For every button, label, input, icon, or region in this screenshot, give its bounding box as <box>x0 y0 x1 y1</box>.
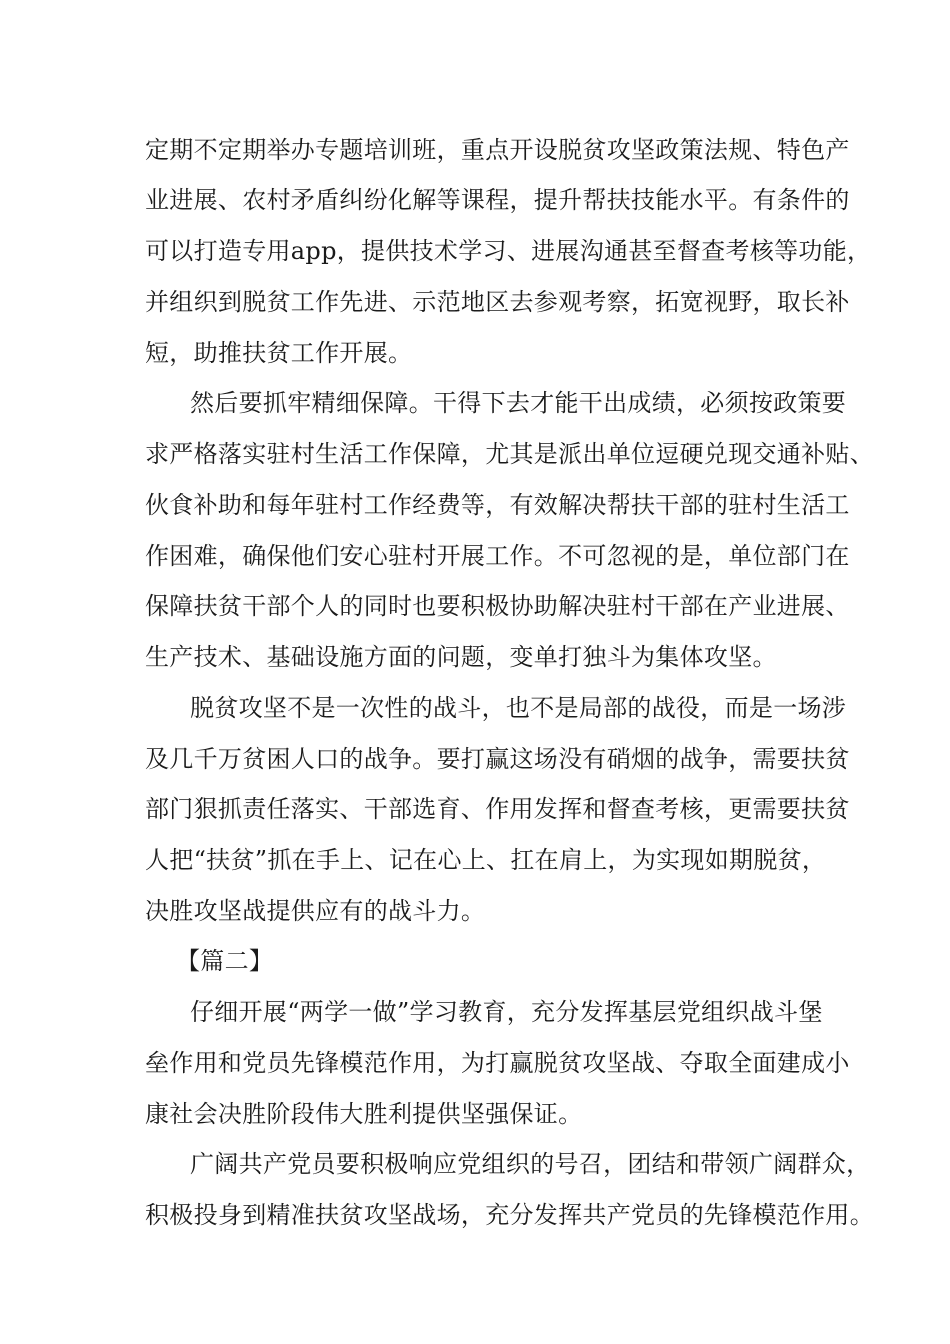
section-heading: 【篇二】 <box>176 947 274 975</box>
text-line: 可以打造专用app，提供技术学习、进展沟通甚至督查考核等功能， <box>145 237 872 265</box>
text-line: 定期不定期举办专题培训班，重点开设脱贫攻坚政策法规、特色产 <box>145 136 850 164</box>
text-line: 康社会决胜阶段伟大胜利提供坚强保证。 <box>145 1100 583 1128</box>
text-line: 求严格落实驻村生活工作保障，尤其是派出单位逗硬兑现交通补贴、 <box>145 440 874 468</box>
paragraph-first-line: 然后要抓牢精细保障。干得下去才能干出成绩，必须按政策要 <box>190 389 847 417</box>
text-line: 业进展、农村矛盾纠纷化解等课程，提升帮扶技能水平。有条件的 <box>145 186 850 214</box>
text-line: 垒作用和党员先锋模范作用，为打赢脱贫攻坚战、夺取全面建成小 <box>145 1049 850 1077</box>
text-line: 保障扶贫干部个人的同时也要积极协助解决驻村干部在产业进展、 <box>145 592 850 620</box>
text-line: 决胜攻坚战提供应有的战斗力。 <box>145 897 486 925</box>
text-line: 并组织到脱贫工作先进、示范地区去参观考察，拓宽视野，取长补 <box>145 288 850 316</box>
text-line: 生产技术、基础设施方面的问题，变单打独斗为集体攻坚。 <box>145 643 777 671</box>
text-line: 伙食补助和每年驻村工作经费等，有效解决帮扶干部的驻村生活工 <box>145 491 850 519</box>
paragraph-first-line: 仔细开展“两学一做”学习教育，充分发挥基层党组织战斗堡 <box>190 998 823 1026</box>
text-line: 积极投身到精准扶贫攻坚战场，充分发挥共产党员的先锋模范作用。 <box>145 1201 874 1229</box>
text-line: 短，助推扶贫工作开展。 <box>145 339 413 367</box>
text-line: 及几千万贫困人口的战争。要打赢这场没有硝烟的战争，需要扶贫 <box>145 745 850 773</box>
text-line: 人把“扶贫”抓在手上、记在心上、扛在肩上，为实现如期脱贫， <box>145 846 827 874</box>
paragraph-first-line: 脱贫攻坚不是一次性的战斗，也不是局部的战役，而是一场涉 <box>190 694 847 722</box>
paragraph-first-line: 广阔共产党员要积极响应党组织的号召，团结和带领广阔群众， <box>190 1150 871 1178</box>
text-line: 部门狠抓责任落实、干部选育、作用发挥和督查考核，更需要扶贫 <box>145 795 850 823</box>
text-line: 作困难，确保他们安心驻村开展工作。不可忽视的是，单位部门在 <box>145 542 850 570</box>
